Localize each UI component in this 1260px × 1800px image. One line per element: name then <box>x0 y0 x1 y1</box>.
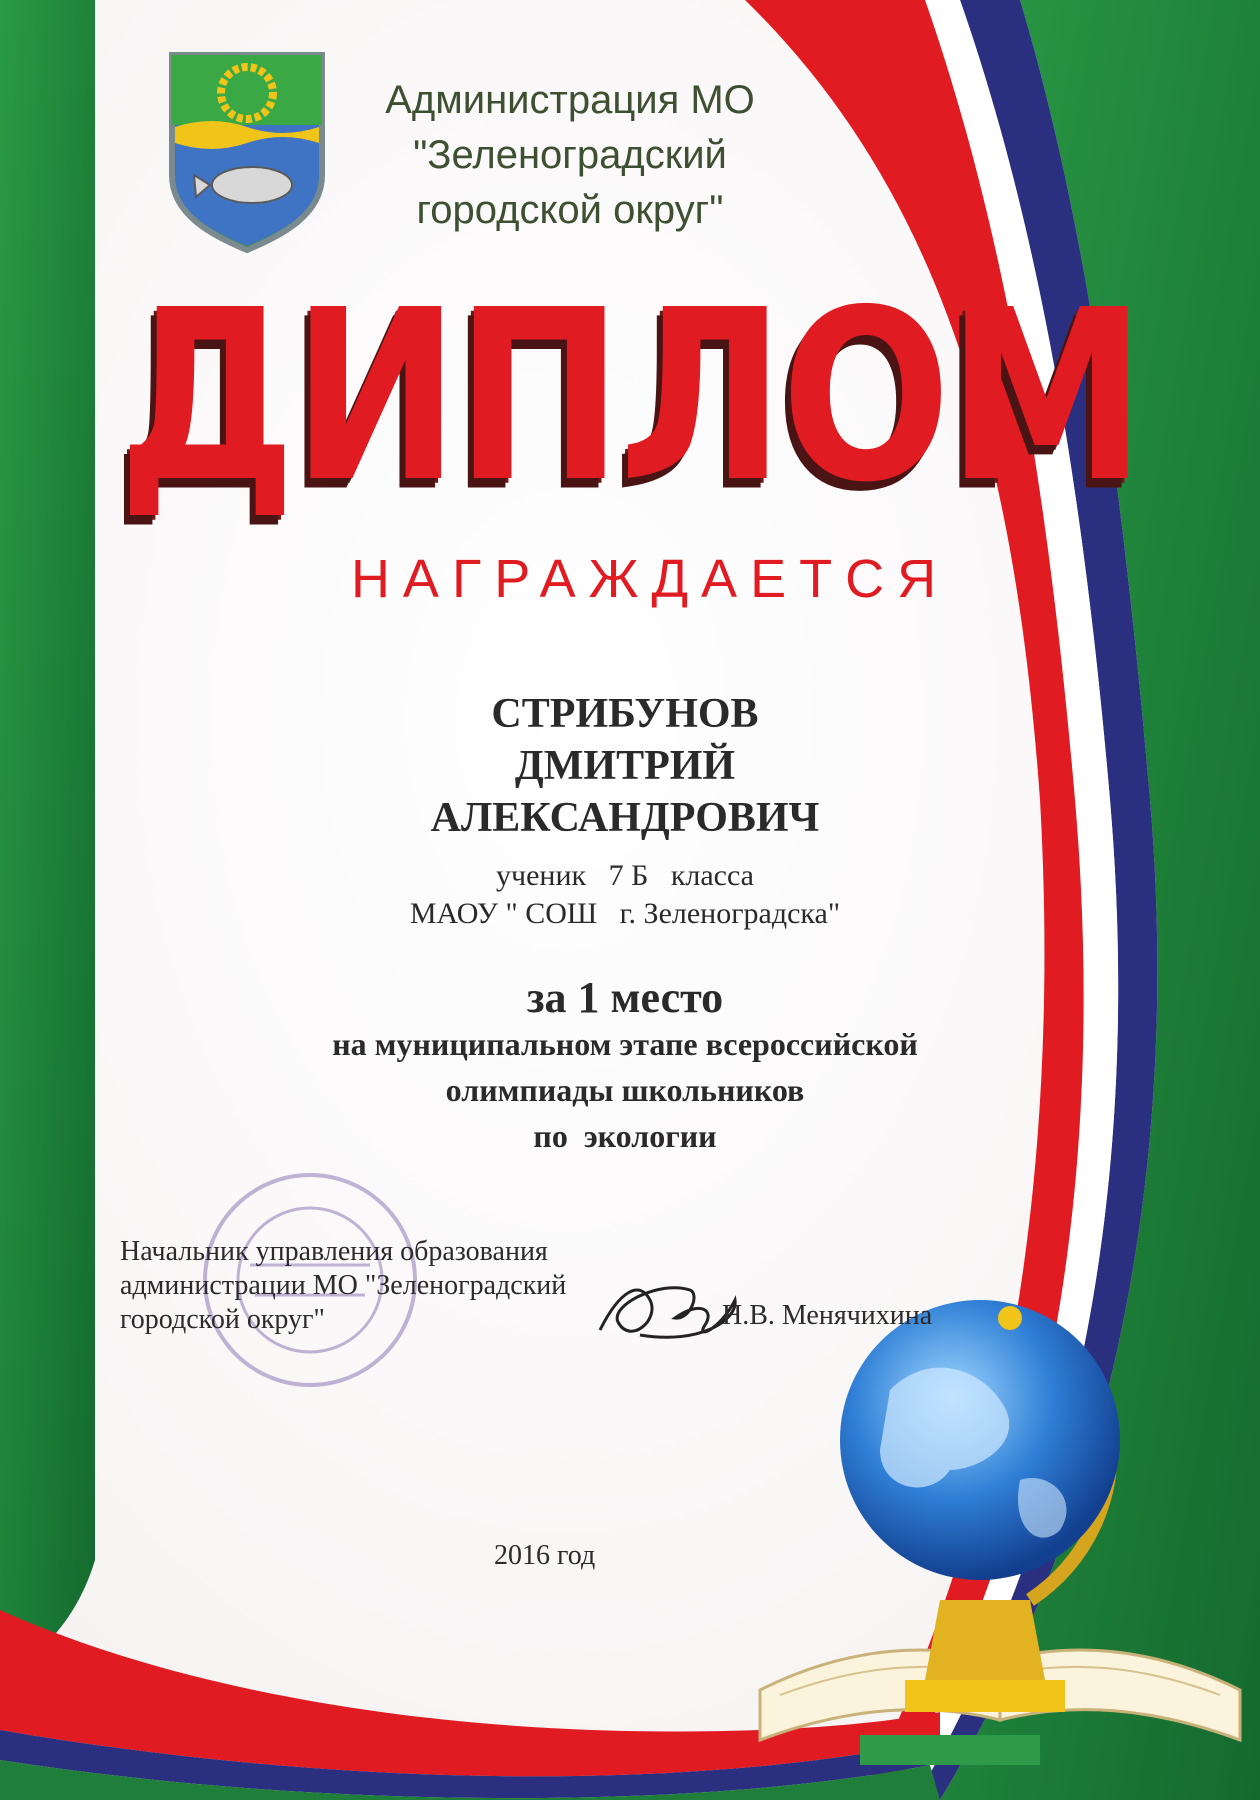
org-name-line-1: Администрация МО <box>385 78 755 122</box>
place-award: за 1 место <box>526 973 724 1022</box>
reason-line-2: олимпиады школьников <box>445 1072 805 1108</box>
signer-name: Н.В. Менячихина <box>722 1300 933 1331</box>
recipient-patronymic: АЛЕКСАНДРОВИЧ <box>430 795 820 841</box>
reason-line-1: на муниципальном этапе всероссийской <box>332 1026 918 1062</box>
awarded-heading: НАГРАЖДАЕТСЯ <box>350 549 950 609</box>
signatory-position-line-1: Начальник управления образования <box>120 1236 548 1267</box>
coat-of-arms <box>172 55 322 250</box>
award-year: 2016 год <box>494 1540 596 1571</box>
signatory-position-line-3: городской округ" <box>120 1304 325 1335</box>
reason-line-3: по экологии <box>533 1118 717 1154</box>
recipient-first-name: ДМИТРИЙ <box>514 743 736 789</box>
green-left-band <box>0 0 95 1680</box>
signatory-position-line-2: администрации МО "Зеленоградский <box>120 1270 567 1301</box>
org-name-line-3: городской округ" <box>416 188 724 232</box>
org-name-line-2: "Зеленоградский <box>413 133 727 177</box>
diploma-title: ДИПЛОМ <box>117 259 1143 535</box>
student-class-line: ученик 7 Б класса <box>496 859 754 892</box>
recipient-surname: СТРИБУНОВ <box>491 691 759 737</box>
school-line: МАОУ " СОШ г. Зеленоградска" <box>409 897 841 930</box>
